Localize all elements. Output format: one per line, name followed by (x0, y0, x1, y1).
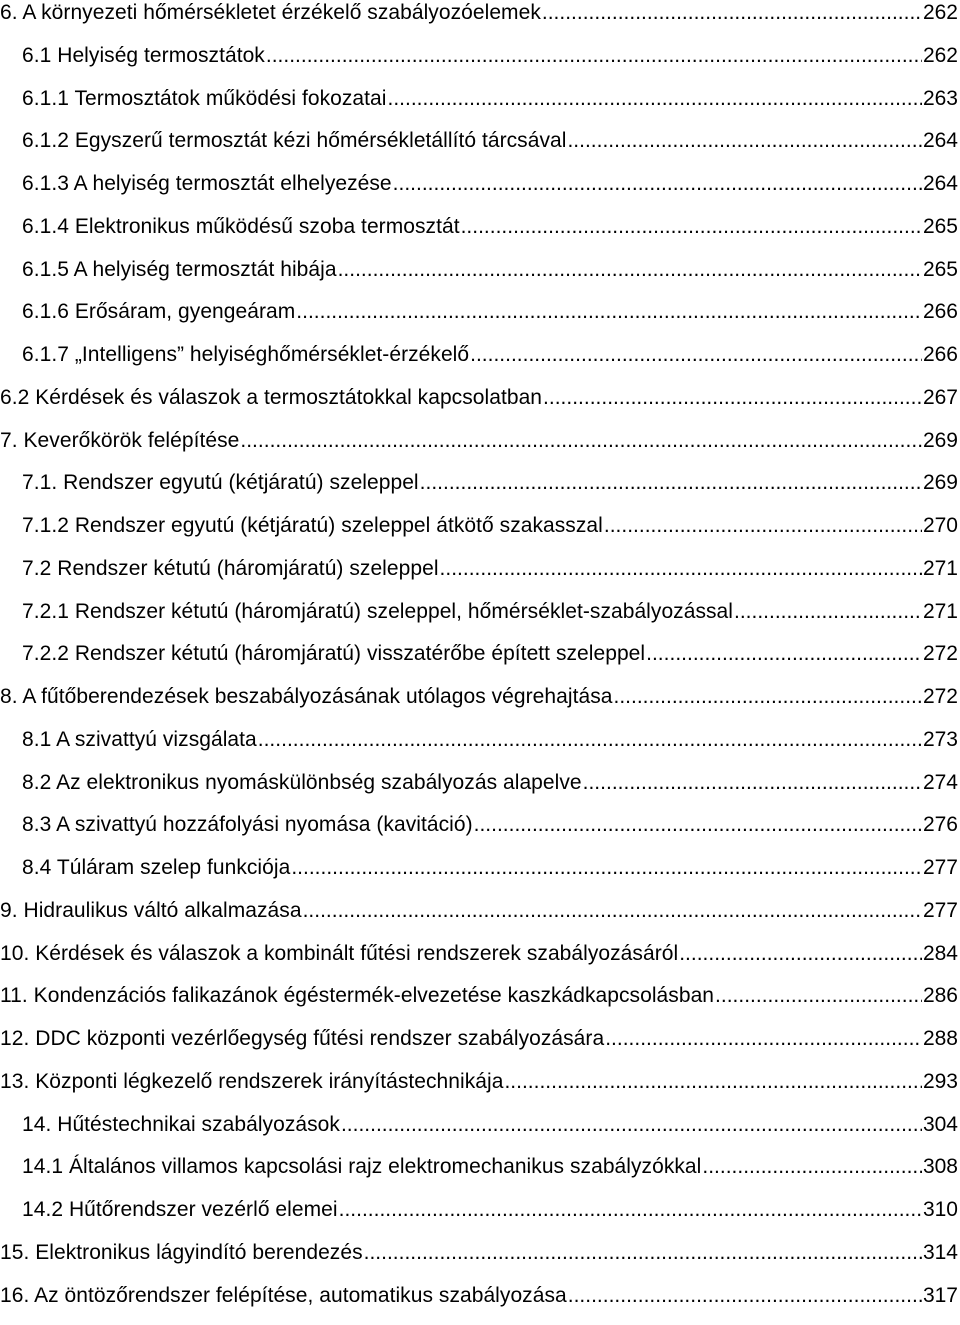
toc-page-number: 267 (922, 385, 958, 411)
toc-entry[interactable] (0, 1197, 958, 1240)
toc-entry-title: 14.1 Általános villamos kapcsolási rajz elektromechanikus szabályzókkal (22, 1154, 702, 1180)
toc-leader-dots (474, 812, 922, 838)
toc-entry-title: 7.1.2 Rendszer egyutú (kétjáratú) szeleppel átkötő szakasszal (22, 513, 604, 539)
toc-entry-title: 6.1.7 „Intelligens” helyiséghőmérséklet-érzékelő (22, 342, 470, 368)
toc-entry-title: 6.1.3 A helyiség termosztát elhelyezése (22, 171, 393, 197)
toc-entry-title: 8.3 A szivattyú hozzáfolyási nyomása (kavitáció) (22, 812, 474, 838)
toc-leader-dots (504, 1069, 922, 1095)
toc-page-number: 265 (922, 257, 958, 283)
toc-page-number: 271 (922, 556, 958, 582)
toc-entry-title: 8.1 A szivattyú vizsgálata (22, 727, 258, 753)
toc-entry[interactable] (0, 641, 958, 684)
toc-entry[interactable] (0, 1069, 958, 1112)
toc-page-number: 274 (922, 770, 958, 796)
toc-page-number: 308 (922, 1154, 958, 1180)
toc-page-number: 288 (922, 1026, 958, 1052)
toc-leader-dots (393, 171, 922, 197)
toc-entry[interactable] (0, 599, 958, 642)
toc-entry[interactable] (0, 470, 958, 513)
toc-entry[interactable] (0, 43, 958, 86)
toc-entry-title: 6. A környezeti hőmérsékletet érzékelő szabályozóelemek (0, 0, 542, 26)
toc-entry[interactable] (0, 513, 958, 556)
toc-entry[interactable] (0, 556, 958, 599)
toc-entry[interactable] (0, 1026, 958, 1069)
toc-entry-title: 6.1.2 Egyszerű termosztát kézi hőmérsékletállító tárcsával (22, 128, 567, 154)
toc-entry[interactable] (0, 855, 958, 898)
toc-page-number: 317 (922, 1283, 958, 1309)
toc-entry-title: 7.2.1 Rendszer kétutú (háromjáratú) szeleppel, hőmérséklet-szabályozással (22, 599, 734, 625)
toc-leader-dots (296, 299, 922, 325)
toc-leader-dots (341, 1112, 922, 1138)
toc-leader-dots (387, 86, 921, 112)
toc-page-number: 266 (922, 299, 958, 325)
toc-entry-title: 15. Elektronikus lágyindító berendezés (0, 1240, 364, 1266)
toc-entry-title: 7.1. Rendszer egyutú (kétjáratú) szeleppel (22, 470, 420, 496)
toc-entry[interactable] (0, 299, 958, 342)
toc-leader-dots (420, 470, 922, 496)
toc-entry-title: 9. Hidraulikus váltó alkalmazása (0, 898, 303, 924)
toc-entry-title: 14. Hűtéstechnikai szabályozások (22, 1112, 341, 1138)
toc-page-number: 277 (922, 855, 958, 881)
toc-entry[interactable] (0, 1240, 958, 1283)
toc-page-number: 314 (922, 1240, 958, 1266)
toc-page-number: 264 (922, 171, 958, 197)
toc-leader-dots (734, 599, 922, 625)
toc-leader-dots (303, 898, 922, 924)
toc-entry-title: 8. A fűtőberendezések beszabályozásának utólagos végrehajtása (0, 684, 613, 710)
toc-leader-dots (258, 727, 922, 753)
toc-leader-dots (240, 428, 922, 454)
toc-entry-title: 7.2 Rendszer kétutú (háromjáratú) szeleppel (22, 556, 440, 582)
toc-entry[interactable] (0, 983, 958, 1026)
toc-leader-dots (339, 1197, 922, 1223)
toc-leader-dots (291, 855, 922, 881)
toc-entry[interactable] (0, 257, 958, 300)
toc-entry-title: 16. Az öntözőrendszer felépítése, automatikus szabályozása (0, 1283, 568, 1309)
toc-leader-dots (702, 1154, 922, 1180)
toc-page-number: 293 (922, 1069, 958, 1095)
toc-page-number: 286 (922, 983, 958, 1009)
toc-leader-dots (583, 770, 922, 796)
toc-leader-dots (604, 513, 922, 539)
toc-entry[interactable] (0, 727, 958, 770)
toc-page-number: 269 (922, 470, 958, 496)
toc-entry-title: 14.2 Hűtőrendszer vezérlő elemei (22, 1197, 339, 1223)
toc-leader-dots (338, 257, 922, 283)
toc-entry[interactable] (0, 86, 958, 129)
toc-entry[interactable] (0, 385, 958, 428)
toc-page-number: 270 (922, 513, 958, 539)
toc-entry[interactable] (0, 0, 958, 43)
toc-entry[interactable] (0, 1154, 958, 1197)
toc-page-number: 262 (922, 0, 958, 26)
toc-entry-title: 6.2 Kérdések és válaszok a termosztátokkal kapcsolatban (0, 385, 543, 411)
toc-page-number: 271 (922, 599, 958, 625)
toc-leader-dots (605, 1026, 922, 1052)
toc-page-number: 272 (922, 641, 958, 667)
toc-entry[interactable] (0, 342, 958, 385)
toc-page-number: 284 (922, 941, 958, 967)
toc-page-number: 269 (922, 428, 958, 454)
toc-leader-dots (613, 684, 921, 710)
toc-entry-title: 6.1.5 A helyiség termosztát hibája (22, 257, 338, 283)
toc-entry-title: 12. DDC központi vezérlőegység fűtési rendszer szabályozására (0, 1026, 605, 1052)
toc-leader-dots (679, 941, 922, 967)
toc-page-number: 265 (922, 214, 958, 240)
toc-page-number: 310 (922, 1197, 958, 1223)
toc-page-number: 304 (922, 1112, 958, 1138)
toc-page-number: 276 (922, 812, 958, 838)
toc-page-number: 264 (922, 128, 958, 154)
toc-entry[interactable] (0, 1112, 958, 1155)
toc-entry[interactable] (0, 428, 958, 471)
toc-entry[interactable] (0, 812, 958, 855)
toc-entry[interactable] (0, 1283, 958, 1325)
toc-entry-title: 8.4 Túláram szelep funkciója (22, 855, 291, 881)
toc-entry-title: 13. Központi légkezelő rendszerek irányítástechnikája (0, 1069, 504, 1095)
toc-entry-title: 7. Keverőkörök felépítése (0, 428, 240, 454)
toc-entry[interactable] (0, 941, 958, 984)
toc-entry-title: 6.1.4 Elektronikus működésű szoba termosztát (22, 214, 461, 240)
toc-entry[interactable] (0, 898, 958, 941)
toc-entry-title: 6.1.6 Erősáram, gyengeáram (22, 299, 296, 325)
toc-entry[interactable] (0, 684, 958, 727)
toc-page-number: 277 (922, 898, 958, 924)
toc-leader-dots (567, 128, 921, 154)
toc-leader-dots (440, 556, 922, 582)
toc-leader-dots (266, 43, 922, 69)
toc-page-number: 262 (922, 43, 958, 69)
toc-leader-dots (646, 641, 922, 667)
toc-leader-dots (568, 1283, 922, 1309)
toc-page-number: 263 (922, 86, 958, 112)
toc-leader-dots (542, 0, 922, 26)
toc-leader-dots (364, 1240, 922, 1266)
toc-page-number: 272 (922, 684, 958, 710)
toc-entry-title: 10. Kérdések és válaszok a kombinált fűtési rendszerek szabályozásáról (0, 941, 679, 967)
toc-leader-dots (715, 983, 922, 1009)
toc-entry-title: 7.2.2 Rendszer kétutú (háromjáratú) visszatérőbe épített szeleppel (22, 641, 646, 667)
toc-leader-dots (461, 214, 922, 240)
toc-entry[interactable] (0, 214, 958, 257)
toc-leader-dots (470, 342, 922, 368)
toc-entry-title: 8.2 Az elektronikus nyomáskülönbség szabályozás alapelve (22, 770, 583, 796)
toc-entry-title: 6.1 Helyiség termosztátok (22, 43, 266, 69)
toc-leader-dots (543, 385, 922, 411)
toc-entry-title: 6.1.1 Termosztátok működési fokozatai (22, 86, 387, 112)
toc-entry[interactable] (0, 128, 958, 171)
toc-entry[interactable] (0, 770, 958, 813)
toc-page-number: 266 (922, 342, 958, 368)
toc-entry-title: 11. Kondenzációs falikazánok égéstermék-elvezetése kaszkádkapcsolásban (0, 983, 715, 1009)
toc-page-number: 273 (922, 727, 958, 753)
toc-entry[interactable] (0, 171, 958, 214)
